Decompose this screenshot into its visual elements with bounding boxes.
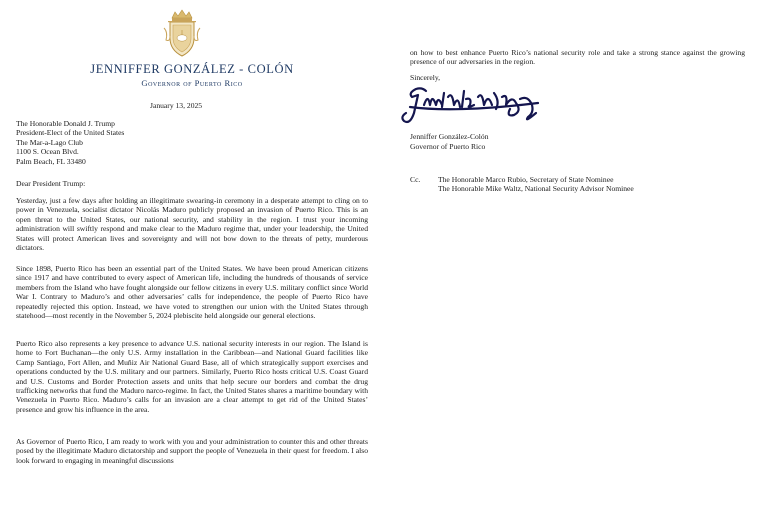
recipient-line: Palm Beach, FL 33480	[16, 156, 86, 166]
body-paragraph-1: Yesterday, just a few days after holding an illegitimate swearing-in ceremony in a desperate attempt to cling on to power in Venezuela, socialist dictator Nicolás Maduro publicly proposed an invasion of Puerto Rico. This is an open threat to the United States, our national security, and stability in the region. I trust your incoming administration will swiftly respond and make clear to the Maduro regime that, under your leadership, the United States will protect American lives and sovereignty and will not bow down to the threats of petty, murderous dictators.	[16, 196, 368, 253]
salutation: Dear President Trump:	[16, 179, 86, 188]
cc-recipient: The Honorable Mike Waltz, National Security Advisor Nominee	[438, 184, 634, 194]
recipient-line: President-Elect of the United States	[16, 128, 125, 138]
governor-seal-icon	[160, 8, 204, 60]
letter-date: January 13, 2025	[150, 101, 203, 110]
letterhead-name: JENNIFFER GONZÁLEZ - COLÓN	[90, 62, 294, 76]
body-paragraph-3: Puerto Rico also represents a key presence to advance U.S. national security interests in our region. The Island is home to Fort Buchanan—the only U.S. Army installation in the Caribbean—and National Guard facilities like Camp Santiago, Fort Allen, and Muñiz Air National Guard Base, all of which strategically support exercises and operations conducted by the U.S. military and our partners. Similarly, Puerto Rico hosts critical U.S. Coast Guard and U.S. Customs and Border Protection assets and units that help secure our borders and combat the drug trafficking networks that fund the Maduro narco-regime. In fact, the United States shares a maritime boundary with Venezuela in Puerto Rico. Maduro’s calls for an invasion are a clear attempt to get rid of the United States’ presence and grow his influence in the area.	[16, 339, 368, 414]
recipient-line: 1100 S. Ocean Blvd.	[16, 147, 79, 157]
body-paragraph-2: Since 1898, Puerto Rico has been an essential part of the United States. We have been proud American citizens since 1917 and have contributed to every aspect of American life, including the hundreds of thousands of service members from the Island who have fought alongside our fellow citizens in every U.S. military conflict since World War I. Contrary to Maduro’s and other adversaries’ calls for independence, the people of Puerto Rico have repeatedly rejected this option. Instead, we have voted to strengthen our union with the United States through statehood—most recently in the November 5, 2024 plebiscite held alongside our general elections.	[16, 264, 368, 321]
recipient-line: The Mar-a-Lago Club	[16, 137, 83, 147]
continuation-paragraph: on how to best enhance Puerto Rico’s national security role and take a strong stance against the growing presence of our adversaries in the region.	[410, 48, 745, 67]
letterhead-title: Governor of Puerto Rico	[141, 78, 243, 88]
recipient-address	[16, 119, 124, 166]
closing: Sincerely,	[410, 73, 441, 82]
cc-list	[438, 175, 634, 194]
cc-label: Cc.	[410, 175, 421, 184]
letter-page-2	[384, 0, 768, 512]
handwritten-signature-icon	[396, 83, 556, 129]
signer-title: Governor of Puerto Rico	[410, 142, 486, 151]
recipient-line: The Honorable Donald J. Trump	[16, 119, 115, 128]
cc-recipient: The Honorable Marco Rubio, Secretary of State Nominee	[438, 175, 614, 184]
signer-name: Jenniffer González-Colón	[410, 132, 489, 141]
body-paragraph-4: As Governor of Puerto Rico, I am ready to work with you and your administration to counter this and other threats posed by the illegitimate Maduro dictatorship and support the people of Venezuela in their quest for freedom. I also look forward to engaging in meaningful discussions	[16, 437, 368, 465]
